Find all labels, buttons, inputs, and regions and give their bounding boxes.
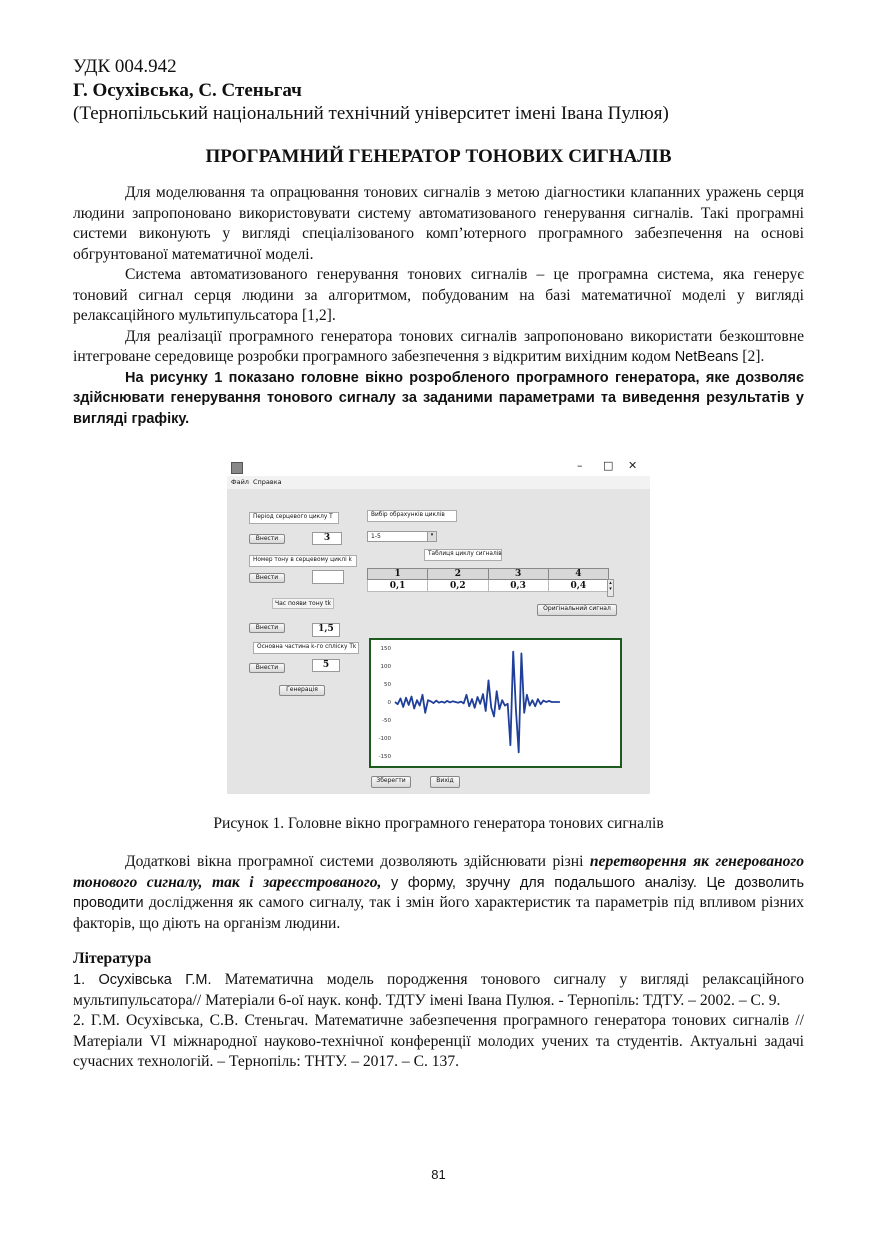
exit-button[interactable]: Вихід [430, 776, 460, 788]
period-label: Період серцевого циклу T [249, 512, 339, 524]
conclusion-text-1: Додаткові вікна програмної системи дозволяють здійснювати різні [125, 853, 590, 870]
paragraph-3-text: Для реалізації програмного генератора тонових сигналів запропоновано використати безкоштовне інтегроване середовище розробки програмного забезпечення з відкритим вихідним кодом [73, 327, 804, 365]
table-header-cell[interactable]: 1 [368, 569, 428, 580]
save-button[interactable]: Зберегти [371, 776, 411, 788]
paper-title: ПРОГРАМНИЙ ГЕНЕРАТОР ТОНОВИХ СИГНАЛІВ [205, 146, 672, 167]
y-tick-label: -50 [382, 718, 391, 724]
chevron-down-icon[interactable]: ▾ [427, 532, 436, 541]
udk-code: УДК 004.942 [73, 56, 177, 77]
menu-bar [227, 476, 650, 489]
body-text [73, 183, 804, 429]
menu-help[interactable]: Справка [253, 478, 282, 486]
generate-button[interactable]: Генерація [279, 685, 325, 696]
references-list [73, 970, 804, 1073]
conclusion-italic: перетворення як генерованого тонового сигналу, так і зареєстрованого, [73, 853, 805, 891]
conclusion-sans: у форму, зручну для подальшого аналізу. Це дозволить проводити [73, 874, 804, 911]
tone-time-label: Час появи тону tk [272, 598, 334, 609]
affiliation: (Тернопільський національний технічний університет імені Івана Пулюя) [73, 103, 669, 124]
window-titlebar [227, 458, 650, 476]
y-tick-label: -100 [378, 736, 391, 742]
table-header-cell[interactable]: 4 [548, 569, 608, 580]
reference-1-author: 1. Осухівська Г.М. [73, 972, 212, 988]
maximize-icon[interactable]: □ [603, 459, 614, 472]
y-tick-label: -150 [378, 754, 391, 760]
tone-number-value[interactable] [312, 570, 344, 584]
y-tick-label: 50 [384, 682, 391, 688]
table-header-cell[interactable]: 3 [488, 569, 548, 580]
figure-caption: Рисунок 1. Головне вікно програмного генератора тонових сигналів [213, 815, 664, 832]
signal-chart-svg [371, 640, 620, 766]
y-tick-label: 100 [380, 664, 391, 670]
main-freq-label: Основна частина k-го спліску Tk [253, 642, 359, 654]
references-heading: Література [73, 950, 152, 967]
period-value[interactable]: 3 [312, 532, 342, 545]
tone-time-value[interactable]: 1,5 [312, 623, 340, 637]
menu-file[interactable]: Файл [231, 478, 249, 486]
authors: Г. Осухівська, С. Стеньгач [73, 80, 302, 101]
reference-1 [73, 970, 804, 1011]
page-number: 81 [431, 1167, 446, 1182]
table-scrollbar[interactable]: ▴ ▾ [607, 579, 614, 597]
enter-period-button[interactable]: Внести [249, 534, 285, 544]
table-cell[interactable]: 0,3 [488, 580, 548, 592]
conclusion-text-2: дослідження як самого сигналу, так і змін його характеристик та параметрів під впливом різних факторів, що діють на організм людини. [73, 894, 804, 932]
original-signal-button[interactable]: Оригінальний сигнал [537, 604, 617, 616]
paragraph-3-end: [2]. [738, 348, 765, 365]
main-freq-value[interactable]: 5 [312, 659, 340, 672]
close-icon[interactable]: ✕ [628, 459, 638, 472]
cycle-table [367, 568, 609, 592]
paragraph-2: Система автоматизованого генерування тонових сигналів – це програмна система, яка генерує тоновий сигнал серця людини за алгоритмом, побудованим на базі математичної моделі у вигляді релаксаційного мультипульсатора [1,2]. [73, 266, 804, 324]
table-cell[interactable]: 0,1 [368, 580, 428, 592]
table-header-cell[interactable]: 2 [428, 569, 488, 580]
y-tick-label: 150 [380, 646, 391, 652]
java-app-icon [231, 462, 243, 474]
app-window-screenshot [227, 458, 650, 794]
enter-tone-time-button[interactable]: Внести [249, 623, 285, 633]
table-cell[interactable]: 0,2 [428, 580, 488, 592]
conclusion [73, 852, 804, 934]
cycle-select-combo[interactable] [367, 531, 437, 542]
table-row [368, 580, 609, 592]
cycle-select-label: Вибір обрахунків циклів [367, 510, 457, 522]
reference-1-text: Математична модель породження тонового сигналу у вигляді релаксаційного мультипульсатора// Матеріали 6-ої наук. конф. ТДТУ імені Івана Пулюя. - Тернопіль: ТДТУ. – 2002. – С. 9. [73, 971, 804, 1009]
table-cell[interactable]: 0,4 [548, 580, 608, 592]
y-tick-label: 0 [387, 700, 391, 706]
minimize-icon[interactable]: – [577, 459, 583, 472]
netbeans-term: NetBeans [674, 349, 739, 365]
enter-tone-number-button[interactable]: Внести [249, 573, 285, 583]
cycle-select-value: 1-5 [371, 533, 381, 540]
table-title-label: Таблиця циклу сигналів [424, 549, 502, 561]
signal-chart [369, 638, 622, 768]
paragraph-1: Для моделювання та опрацювання тонових сигналів з метою діагностики клапанних уражень серця людини запропоновано використовувати систему автоматизованого генерування сигналів. Такі програмні системи виконують у вигляді спеціалізованого комп’ютерного програмного забезпечення на основі обгрунтованої математичної моделі. [73, 184, 804, 263]
tone-number-label: Номер тону в серцевому циклі k [249, 555, 357, 567]
paragraph-3 [73, 327, 804, 368]
conclusion-paragraph [73, 852, 804, 934]
enter-main-freq-button[interactable]: Внести [249, 663, 285, 673]
paragraph-4: На рисунку 1 показано головне вікно розробленого програмного генератора, яке дозволяє здійснювати генерування тонового сигналу за заданими параметрами та виведення результатів у вигляді графіку. [73, 369, 804, 427]
signal-series-line [395, 652, 560, 753]
reference-2: 2. Г.М. Осухівська, С.В. Стеньгач. Математичне забезпечення програмного генератора тонових сигналів // Матеріали VI міжнародної науково-технічної конференції молодих учених та студентів. Актуальні задачі сучасних технологій. – Тернопіль: ТНТУ. – 2017. – С. 137. [73, 1012, 804, 1070]
table-header-row [368, 569, 609, 580]
